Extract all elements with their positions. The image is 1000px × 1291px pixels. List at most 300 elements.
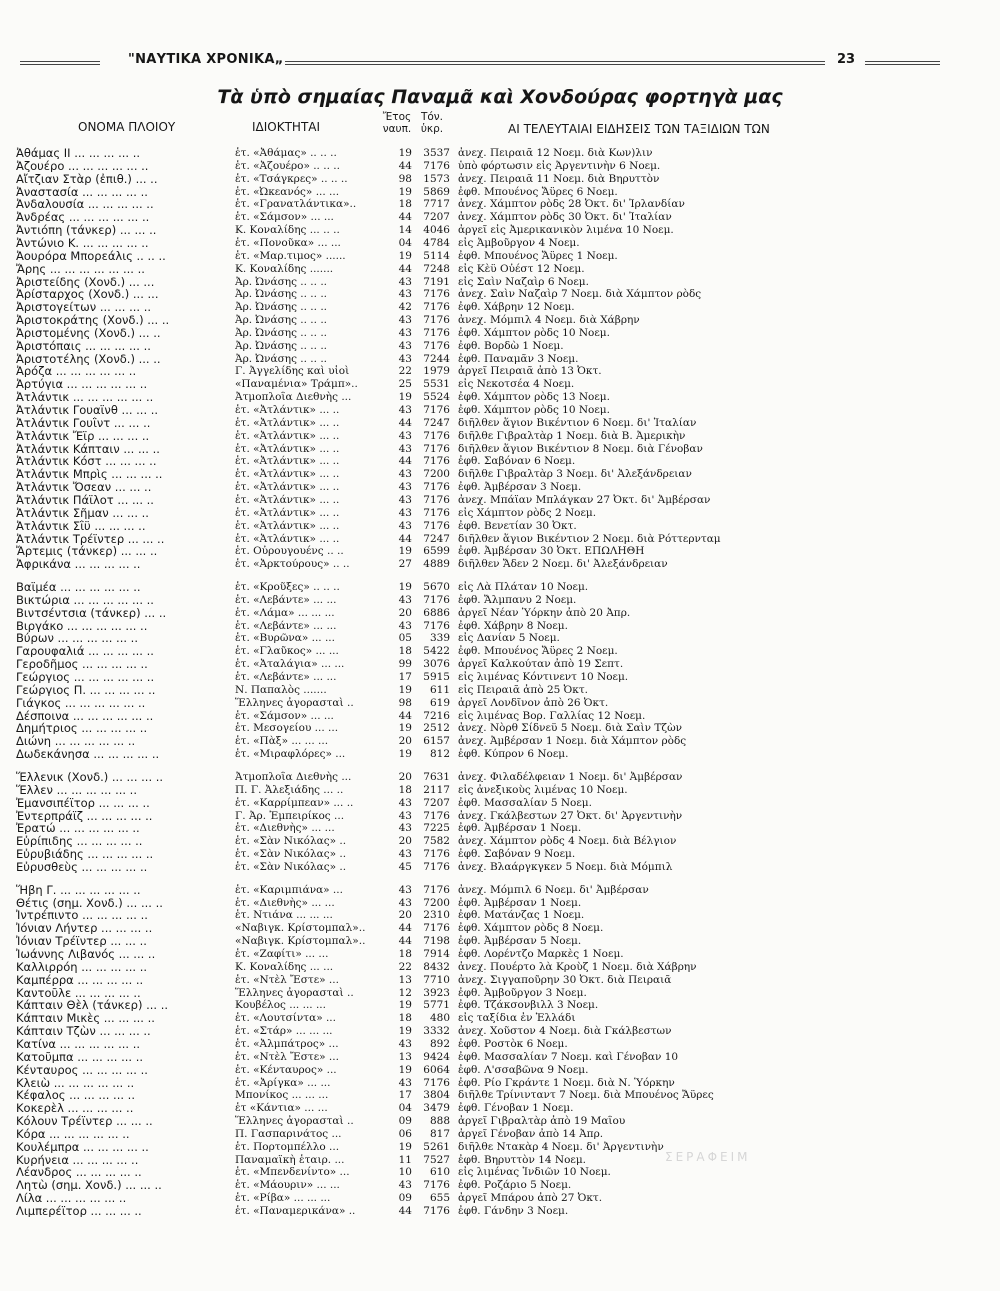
ship-voyage-news: ἐφθ. Μπουένος Ἄϋρες 2 Νοεμ. xyxy=(458,645,618,657)
ship-voyage-news: εἰς λιμένας Κόντινεντ 10 Νοεμ. xyxy=(458,671,629,683)
ship-owner: Π. Γασπαρινάτος ... xyxy=(235,1128,342,1140)
ship-owner: ἑτ «Κάντια» ... ... xyxy=(235,1102,328,1114)
ship-name: Ἀναστασία ... ... ... ... .. xyxy=(16,186,148,198)
ship-name: Ἀτλάντικ Πάϊλοτ ... ... .. xyxy=(16,494,154,506)
ship-owner: ἑτ. «Ἀτλάντικ» ... .. xyxy=(235,404,340,416)
ship-owner: ἑτ. Πορτομπέλλο ... xyxy=(235,1141,340,1153)
ship-owner: ἑτ. «Βυρῶνα» ... ... xyxy=(235,632,335,644)
ship-year-built: 43 xyxy=(398,1077,412,1089)
ship-row xyxy=(0,237,1000,249)
column-header-year-line2: ναυπ. xyxy=(382,123,412,135)
ship-name: Κοκερὲλ ... ... ... ... .. xyxy=(16,1102,134,1114)
ship-year-built: 19 xyxy=(398,722,412,734)
ship-year-built: 22 xyxy=(398,961,412,973)
ship-tonnage: 5524 xyxy=(423,391,450,403)
ship-year-built: 22 xyxy=(398,365,412,377)
ship-voyage-news: διῆλθε Γιβραλτὰρ 1 Νοεμ. διὰ Β. Ἀμερικὴν xyxy=(458,430,686,442)
ship-tonnage: 7247 xyxy=(423,417,450,429)
ship-tonnage: 7200 xyxy=(423,897,450,909)
ship-voyage-news: διῆλθε Τρίνινταντ 7 Νοεμ. διὰ Μπουένος Ἄϋρες xyxy=(458,1089,714,1101)
ship-year-built: 43 xyxy=(398,848,412,860)
ship-row xyxy=(0,430,1000,442)
column-header-owner: ΙΔΙΟΚΤΗΤΑΙ xyxy=(252,120,321,134)
ship-voyage-news: ἀργεῖ Καλκούταν ἀπὸ 19 Σεπτ. xyxy=(458,658,624,670)
ship-year-built: 98 xyxy=(398,173,412,185)
ship-owner: ἑτ. «Ἀτλάντικ» ... .. xyxy=(235,481,340,493)
ship-year-built: 13 xyxy=(398,974,412,986)
ship-row xyxy=(0,632,1000,644)
ship-tonnage: 1573 xyxy=(423,173,450,185)
ship-voyage-news: ἐφθ. Βενετίαν 30 Ὀκτ. xyxy=(458,520,577,532)
ship-name: Βαϊμέα ... ... ... ... ... .. xyxy=(16,581,141,593)
journal-title: "ΝΑΥΤΙΚΑ ΧΡΟΝΙΚΑ„ xyxy=(128,52,284,67)
ship-owner: Μπονίκος ... ... ... xyxy=(235,1089,329,1101)
ship-row xyxy=(0,722,1000,734)
ship-name: Ἰόνιαν Τρέϊντερ ... ... .. xyxy=(16,935,147,947)
ship-name: Ἐμανσιπέϊτορ ... ... ... .. xyxy=(16,797,150,809)
ship-tonnage: 5422 xyxy=(423,645,450,657)
ship-name: Ἀνδαλουσία ... ... ... ... .. xyxy=(16,198,154,210)
ship-voyage-news: ἐφθ. Ἀμβέρσαν 1 Νοεμ. xyxy=(458,822,582,834)
ship-name: Ἰντρέπιντο ... ... ... ... .. xyxy=(16,909,148,921)
ship-owner: Κ. Κοναλίδης ....... xyxy=(235,263,334,275)
ship-tonnage: 7176 xyxy=(423,160,450,172)
ship-tonnage: 7710 xyxy=(423,974,450,986)
ship-year-built: 10 xyxy=(398,1166,412,1178)
ship-name: Καλλιρρόη ... ... ... ... .. xyxy=(16,961,148,973)
ship-owner: ἑτ. «Διεθνὴς» ... ... xyxy=(235,897,335,909)
ship-owner: ἑτ. «Γλαῦκος» ... ... xyxy=(235,645,339,657)
ship-year-built: 19 xyxy=(398,1064,412,1076)
ship-owner: ἑτ. «Ντὲλ Ἔστε» ... xyxy=(235,1051,339,1063)
ship-voyage-news: ἐφθ. Γάνδην 3 Νοεμ. xyxy=(458,1205,569,1217)
ship-voyage-news: ἀργεῖ Γιβραλτὰρ ἀπὸ 19 Μαΐου xyxy=(458,1115,626,1127)
ship-voyage-news: ἐφθ. Λ'σσαβῶνα 9 Νοεμ. xyxy=(458,1064,589,1076)
ship-tonnage: 3923 xyxy=(423,987,450,999)
column-header-news: ΑΙ ΤΕΛΕΥΤΑΙΑΙ ΕΙΔΗΣΕΙΣ ΤΩΝ ΤΑΞΙΔΙΩΝ ΤΩΝ xyxy=(508,122,770,136)
ship-name: Ἀτλάντικ Σΐϋ ... ... ... .. xyxy=(16,520,146,532)
ship-name: Κυρήνεια ... ... ... ... .. xyxy=(16,1154,139,1166)
ship-owner: ἑτ. «Ἀτλάντικ» ... .. xyxy=(235,417,340,429)
ship-row xyxy=(0,797,1000,809)
ship-row xyxy=(0,545,1000,557)
ship-year-built: 43 xyxy=(398,481,412,493)
page-title: Τὰ ὑπὸ σημαίας Παναμᾶ καὶ Χονδούρας φορτηγὰ μας xyxy=(217,86,783,108)
ship-voyage-news: ἀνεχ. Ἀμβέρσαν 1 Νοεμ. διὰ Χάμπτον ρὸδς xyxy=(458,735,687,747)
ship-name: Κάπταιν Μικὲς ... ... ... .. xyxy=(16,1012,155,1024)
ship-row xyxy=(0,861,1000,873)
ship-name: Βικτώρια ... ... ... ... ... .. xyxy=(16,594,154,606)
ship-year-built: 19 xyxy=(398,748,412,760)
ship-tonnage: 619 xyxy=(429,697,450,709)
ship-voyage-news: ἐφθ. Ροστὸκ 6 Νοεμ. xyxy=(458,1038,568,1050)
ship-owner: ἑτ. «Λεβάντε» ... ... xyxy=(235,671,337,683)
ship-row xyxy=(0,884,1000,896)
ship-voyage-news: ἐφθ. Ἀμβέρσαν 5 Νοεμ. xyxy=(458,935,582,947)
ship-tonnage: 5114 xyxy=(423,250,450,262)
ship-voyage-news: ἀνεχ. Χοῦστον 4 Νοεμ. διὰ Γκάλβεστων xyxy=(458,1025,672,1037)
ship-owner: ἑτ. «Ζαφίτι» ... ... xyxy=(235,948,329,960)
ship-year-built: 18 xyxy=(398,948,412,960)
column-header-tons-line1: Τόν. xyxy=(420,111,444,123)
ship-row xyxy=(0,250,1000,262)
column-header-year-line1: Ἔτος xyxy=(382,111,412,123)
ship-owner: Κ. Κοναλίδης ... ... xyxy=(235,961,334,973)
ship-year-built: 43 xyxy=(398,314,412,326)
ship-name: Γιάγκος ... ... ... ... ... .. xyxy=(16,697,146,709)
ship-name: Ἀριστομένης (Χονδ.) ... .. xyxy=(16,327,161,339)
ship-row xyxy=(0,1051,1000,1063)
ship-voyage-news: ἀνεχ. Χάμπτον ρὸδς 30 Ὀκτ. δι' Ἰταλίαν xyxy=(458,211,672,223)
ship-name: Εὐρυσθεὺς ... ... ... ... .. xyxy=(16,861,148,873)
ship-owner: ἑτ. «Καριμπιάνα» ... xyxy=(235,884,343,896)
ship-name: Ἰωάννης Λιβανός ... ... .. xyxy=(16,948,156,960)
ship-owner: «Ναβιγκ. Κρίστομπαλ».. xyxy=(235,922,366,934)
ship-tonnage: 7176 xyxy=(423,884,450,896)
ship-voyage-news: εἰς Δανίαν 5 Νοεμ. xyxy=(458,632,560,644)
ship-tonnage: 7176 xyxy=(423,327,450,339)
ship-row xyxy=(0,1102,1000,1114)
ship-tonnage: 8432 xyxy=(423,961,450,973)
ship-owner: Κουβέλος ... ... ... xyxy=(235,999,326,1011)
ship-name: Λητὼ (σημ. Χονδ.) ... ... .. xyxy=(16,1179,162,1191)
ship-row xyxy=(0,507,1000,519)
ship-row xyxy=(0,276,1000,288)
ship-owner: ἑτ. «Διεθνὴς» ... ... xyxy=(235,822,335,834)
ship-owner: Π. Γ. Ἀλεξιάδης ... .. xyxy=(235,784,344,796)
ship-row xyxy=(0,327,1000,339)
ship-row xyxy=(0,173,1000,185)
ship-row xyxy=(0,671,1000,683)
ship-tonnage: 7631 xyxy=(423,771,450,783)
ship-name: Ἀντώνιο Κ. ... ... ... ... .. xyxy=(16,237,149,249)
ship-owner: Γ. Ἀρ. Ἐμπειρίκος ... xyxy=(235,810,345,822)
ship-year-built: 43 xyxy=(398,1038,412,1050)
ship-name: Κατοῦμπα ... ... ... ... .. xyxy=(16,1051,144,1063)
ship-row xyxy=(0,263,1000,275)
ship-tonnage: 610 xyxy=(429,1166,450,1178)
ship-voyage-news: ἐφθ. Χάμπτον ρὸδς 13 Νοεμ. xyxy=(458,391,610,403)
ship-tonnage: 7176 xyxy=(423,594,450,606)
ship-owner: ἑτ. «Ντὲλ Ἔστε» ... xyxy=(235,974,339,986)
ship-year-built: 19 xyxy=(398,1141,412,1153)
ship-year-built: 20 xyxy=(398,771,412,783)
ship-voyage-news: ἀνεχ. Πειραιᾶ 11 Νοεμ. διὰ Βηρυττὸν xyxy=(458,173,660,185)
ship-tonnage: 611 xyxy=(429,684,450,696)
ship-tonnage: 7176 xyxy=(423,1205,450,1217)
ship-owner: Ἀρ. Ὠνάσης .. .. .. xyxy=(235,301,327,313)
ship-row xyxy=(0,378,1000,390)
ship-owner: ἑτ. «Ἀλμπάτρος» ... xyxy=(235,1038,339,1050)
ship-row xyxy=(0,645,1000,657)
ship-name: Ἀριστοτέλης (Χονδ.) ... .. xyxy=(16,353,161,365)
ship-year-built: 19 xyxy=(398,684,412,696)
ship-year-built: 04 xyxy=(398,237,412,249)
ship-row xyxy=(0,922,1000,934)
ship-tonnage: 480 xyxy=(429,1012,450,1024)
ship-voyage-news: διῆλθε Γιβραλτὰρ 3 Νοεμ. δι' Ἀλεξάνδρειαν xyxy=(458,468,692,480)
ship-tonnage: 2310 xyxy=(423,909,450,921)
ship-row xyxy=(0,211,1000,223)
ship-name: Βύρων ... ... ... ... ... .. xyxy=(16,632,138,644)
ship-owner: ἑτ. «Λεβάντε» ... ... xyxy=(235,594,337,606)
ship-row xyxy=(0,697,1000,709)
ship-year-built: 06 xyxy=(398,1128,412,1140)
ship-voyage-news: εἰς Λὰ Πλάταν 10 Νοεμ. xyxy=(458,581,589,593)
ship-row xyxy=(0,658,1000,670)
ship-name: Κάπταιν Τζὼν ... ... ... .. xyxy=(16,1025,151,1037)
ship-owner: ἑτ. «Μάουριν» ... ... xyxy=(235,1179,340,1191)
ship-owner: Ἀτμοπλοΐα Διεθνὴς ... xyxy=(235,771,352,783)
ship-voyage-news: διῆλθεν ἅγιον Βικέντιον 6 Νοεμ. δι' Ἰταλίαν xyxy=(458,417,697,429)
ship-row xyxy=(0,987,1000,999)
ship-row xyxy=(0,822,1000,834)
ship-row xyxy=(0,1128,1000,1140)
ship-row xyxy=(0,340,1000,352)
ship-name: Κουλέμπρα ... ... ... ... .. xyxy=(16,1141,149,1153)
ship-voyage-news: εἰς ταξίδια ἐν Ἑλλάδι xyxy=(458,1012,576,1024)
ship-owner: Ἕλληνες ἀγορασταὶ .. xyxy=(235,697,354,709)
ship-tonnage: 7176 xyxy=(423,861,450,873)
ship-voyage-news: ἀργεῖ Λονδῖνον ἀπὸ 26 Ὀκτ. xyxy=(458,697,609,709)
ship-owner: Γ. Ἀγγελίδης καὶ υἱοὶ xyxy=(235,365,350,377)
ship-owner: ἑτ. «Πονοῦκα» ... ... xyxy=(235,237,341,249)
ship-owner: ἑτ. «Ἀτλάντικ» ... .. xyxy=(235,455,340,467)
ship-voyage-news: ἐφθ. Γένοβαν 1 Νοεμ. xyxy=(458,1102,574,1114)
ship-voyage-news: ἀνεχ. Χάμπτον ρὸδς 4 Νοεμ. διὰ Βέλγιον xyxy=(458,835,677,847)
ship-row xyxy=(0,935,1000,947)
ship-name: Ἀρίσταρχος (Χονδ.) ... ... xyxy=(16,288,159,300)
ship-tonnage: 7582 xyxy=(423,835,450,847)
ship-year-built: 27 xyxy=(398,558,412,570)
ship-owner: ἑτ. «Ἀταλάγια» ... ... xyxy=(235,658,345,670)
ship-year-built: 09 xyxy=(398,1115,412,1127)
ship-name: Λέανδρος ... ... ... ... .. xyxy=(16,1166,142,1178)
ship-tonnage: 339 xyxy=(429,632,450,644)
ship-voyage-news: ἐφθ. Χάμπτον ρὸδς 8 Νοεμ. xyxy=(458,922,604,934)
ship-row xyxy=(0,948,1000,960)
ship-voyage-news: ἐφθ. Ἀμβέρσαν 30 Ὀκτ. ΕΠΩΛΗΘΗ xyxy=(458,545,645,557)
ship-voyage-news: ἀνεχ. Χάμπτον ρὸδς 28 Ὀκτ. δι' Ἰρλανδίαν xyxy=(458,198,685,210)
ship-year-built: 43 xyxy=(398,443,412,455)
faint-stamp: ΣΕΡΑΦΕΙΜ xyxy=(665,1150,751,1164)
ship-name: Κάπταιν Θὲλ (τάνκερ) ... .. xyxy=(16,999,169,1011)
ship-owner: ἑτ. «Ἀτλάντικ» ... .. xyxy=(235,468,340,480)
ship-name: Ἀουρόρα Μπορεάλις .. .. .. xyxy=(16,250,166,262)
ship-tonnage: 7176 xyxy=(423,301,450,313)
ship-year-built: 43 xyxy=(398,340,412,352)
ship-name: Βιργάκο ... ... ... ... ... .. xyxy=(16,620,148,632)
ship-year-built: 44 xyxy=(398,533,412,545)
ship-owner: ἑτ. «Καρρίμπεαν» ... .. xyxy=(235,797,354,809)
ship-year-built: 43 xyxy=(398,897,412,909)
ship-tonnage: 7176 xyxy=(423,848,450,860)
ship-row xyxy=(0,771,1000,783)
ship-name: Ἥβη Γ. ... ... ... ... ... .. xyxy=(16,884,141,896)
ship-owner: ἑτ. «Γρανατλάντικα».. xyxy=(235,198,357,210)
ship-tonnage: 6157 xyxy=(423,735,450,747)
ship-voyage-news: ἐφθ. Ρίο Γκράντε 1 Νοεμ. διὰ Ν. Ὑόρκην xyxy=(458,1077,675,1089)
ship-row xyxy=(0,1012,1000,1024)
ship-owner: Ἀρ. Ὠνάσης .. .. .. xyxy=(235,327,327,339)
ship-name: Ἀτλάντικ Ὄσεαν ... ... .. xyxy=(16,481,152,493)
ship-row xyxy=(0,224,1000,236)
ship-row xyxy=(0,391,1000,403)
ship-row xyxy=(0,558,1000,570)
ship-tonnage: 3804 xyxy=(423,1089,450,1101)
ship-owner: Ἀρ. Ὠνάσης .. .. .. xyxy=(235,340,327,352)
ship-year-built: 43 xyxy=(398,822,412,834)
ship-voyage-news: ἀνεχ. Σαὶν Ναζαὶρ 7 Νοεμ. διὰ Χάμπτον ρὸδς xyxy=(458,288,702,300)
ship-row xyxy=(0,748,1000,760)
ship-tonnage: 7176 xyxy=(423,314,450,326)
ship-tonnage: 2512 xyxy=(423,722,450,734)
ship-name: Κένταυρος ... ... ... ... .. xyxy=(16,1064,148,1076)
ship-year-built: 18 xyxy=(398,1012,412,1024)
ship-name: Ἀζουέρο ... ... ... ... ... .. xyxy=(16,160,149,172)
ship-row xyxy=(0,186,1000,198)
ship-tonnage: 7176 xyxy=(423,481,450,493)
ship-tonnage: 7225 xyxy=(423,822,450,834)
ship-name: Ἀτλάντικ Ἔϊρ ... ... ... .. xyxy=(16,430,150,442)
ship-voyage-news: ἐφθ. Χάμπτον ρὸδς 10 Νοεμ. xyxy=(458,404,610,416)
ship-owner: Ἀρ. Ὠνάσης .. .. .. xyxy=(235,276,327,288)
ship-tonnage: 7176 xyxy=(423,810,450,822)
ship-owner: ἑτ. Ντιάνα ... ... ... xyxy=(235,909,333,921)
ship-name: Ἀτλάντικ Γουαϊνθ ... ... .. xyxy=(16,404,159,416)
ship-row xyxy=(0,684,1000,696)
ship-tonnage: 6599 xyxy=(423,545,450,557)
ship-voyage-news: εἰς Κὲϋ Οὐέστ 12 Νοεμ. xyxy=(458,263,585,275)
ship-row xyxy=(0,198,1000,210)
ship-tonnage: 4889 xyxy=(423,558,450,570)
ship-voyage-news: ἐφθ. Σαβόναν 6 Νοεμ. xyxy=(458,455,576,467)
ship-voyage-news: ἐφθ. Λορέντζο Μαρκὲς 1 Νοεμ. xyxy=(458,948,624,960)
ship-voyage-news: ἀνεχ. Φιλαδέλφειαν 1 Νοεμ. δι' Ἀμβέρσαν xyxy=(458,771,683,783)
ship-row xyxy=(0,581,1000,593)
ship-year-built: 20 xyxy=(398,607,412,619)
ship-voyage-news: διῆλθεν Ἄδεν 2 Νοεμ. δι' Ἀλεξάνδρειαν xyxy=(458,558,668,570)
ship-year-built: 43 xyxy=(398,353,412,365)
ship-year-built: 43 xyxy=(398,1179,412,1191)
ship-owner: ἑτ. «Σάμσον» ... ... xyxy=(235,710,334,722)
ship-row xyxy=(0,735,1000,747)
ship-name: Ἀτλάντικ Τρέϊντερ ... ... .. xyxy=(16,533,165,545)
ship-tonnage: 6064 xyxy=(423,1064,450,1076)
ship-year-built: 17 xyxy=(398,1089,412,1101)
ship-year-built: 18 xyxy=(398,198,412,210)
ship-row xyxy=(0,147,1000,159)
ship-name: Βιντσέντσια (τάνκερ) ... .. xyxy=(16,607,167,619)
ship-voyage-news: διῆλθεν ἅγιον Βικέντιον 8 Νοεμ. διὰ Γένοβαν xyxy=(458,443,703,455)
ship-voyage-news: ἀνεχ. Μόμπιλ 4 Νοεμ. διὰ Χάβρην xyxy=(458,314,640,326)
ship-year-built: 44 xyxy=(398,211,412,223)
ship-name: Ἀριστόπαις ... ... ... ... .. xyxy=(16,340,151,352)
ship-row xyxy=(0,301,1000,313)
ship-owner: ἑτ. «Λεβάντε» ... ... xyxy=(235,620,337,632)
ship-year-built: 43 xyxy=(398,810,412,822)
ship-voyage-news: διῆλθεν ἅγιον Βικέντιον 2 Νοεμ. διὰ Ρόττερνταμ xyxy=(458,533,721,545)
ship-row xyxy=(0,455,1000,467)
ship-tonnage: 6886 xyxy=(423,607,450,619)
ship-name: Καντοῦλε ... ... ... ... .. xyxy=(16,987,141,999)
ship-row xyxy=(0,520,1000,532)
ship-name: Ἕλλενικ (Χονδ.) ... ... ... .. xyxy=(16,771,164,783)
ship-owner: «Παναμένια» Τράμπ».. xyxy=(235,378,358,390)
ship-voyage-news: εἰς ἀνεξικοὺς λιμένας 10 Νοεμ. xyxy=(458,784,628,796)
column-header-name: ΟΝΟΜΑ ΠΛΟΙΟΥ xyxy=(78,120,176,134)
ship-voyage-news: ἀνεχ. Πειραιᾶ 12 Νοεμ. διὰ Κων)λιν xyxy=(458,147,653,159)
ship-name: Ἀριστείδης (Χονδ.) ... ... xyxy=(16,276,155,288)
ship-row xyxy=(0,848,1000,860)
ship-name: Ἐρατώ ... ... ... ... ... .. xyxy=(16,822,140,834)
ship-row xyxy=(0,533,1000,545)
ship-year-built: 04 xyxy=(398,1102,412,1114)
ship-owner: ἑτ. «Ἀτλάντικ» ... .. xyxy=(235,507,340,519)
ship-name: Ἀτλάντικ Μπρὶς ... ... ... .. xyxy=(16,468,163,480)
ship-name: Καμπέρρα ... ... ... ... .. xyxy=(16,974,144,986)
ship-year-built: 25 xyxy=(398,378,412,390)
ship-year-built: 43 xyxy=(398,797,412,809)
ship-tonnage: 5531 xyxy=(423,378,450,390)
ship-year-built: 42 xyxy=(398,301,412,313)
ship-name: Εὐρυβιάδης ... ... ... ... .. xyxy=(16,848,154,860)
ship-owner: ἑτ. «Στάρ» ... ... ... xyxy=(235,1025,333,1037)
ship-year-built: 17 xyxy=(398,671,412,683)
ship-tonnage: 7176 xyxy=(423,455,450,467)
ship-name: Λιμπερέϊτορ ... ... ... .. xyxy=(16,1205,142,1217)
ship-voyage-news: ἀργεῖ Πειραιᾶ ἀπὸ 13 Ὀκτ. xyxy=(458,365,602,377)
ship-row xyxy=(0,999,1000,1011)
ship-voyage-news: ἀργεῖ Νέαν Ὑόρκην ἀπὸ 20 Ἀπρ. xyxy=(458,607,631,619)
ship-row xyxy=(0,494,1000,506)
ship-name: Γεώργιος ... ... ... ... ... .. xyxy=(16,671,155,683)
ship-voyage-news: ἐφθ. Παναμᾶν 3 Νοεμ. xyxy=(458,353,579,365)
ship-year-built: 43 xyxy=(398,594,412,606)
ship-owner: ἑτ. «Λάμα» ... ... ... xyxy=(235,607,335,619)
ship-year-built: 44 xyxy=(398,263,412,275)
ship-owner: ἑτ. «Σὰν Νικόλας» .. xyxy=(235,861,347,873)
ship-tonnage: 9424 xyxy=(423,1051,450,1063)
ship-year-built: 44 xyxy=(398,1205,412,1217)
ship-name: Κλειὼ ... ... ... ... ... .. xyxy=(16,1077,135,1089)
ship-voyage-news: ἀνεχ. Μπάϊαν Μπλάγκαν 27 Ὀκτ. δι' Ἀμβέρσαν xyxy=(458,494,711,506)
ship-year-built: 44 xyxy=(398,710,412,722)
ship-row xyxy=(0,365,1000,377)
ship-name: Λίλα ... ... ... ... ... .. xyxy=(16,1192,127,1204)
ship-owner: ἑτ. «Παναμερικάνα» .. xyxy=(235,1205,356,1217)
ship-voyage-news: ἐφθ. Σαβόναν 9 Νοεμ. xyxy=(458,848,576,860)
ship-tonnage: 812 xyxy=(429,748,450,760)
ship-name: Ἐντερπράϊζ ... ... ... ... .. xyxy=(16,810,153,822)
ship-name: Διώνη ... ... ... ... ... .. xyxy=(16,735,136,747)
ship-tonnage: 817 xyxy=(429,1128,450,1140)
ship-year-built: 43 xyxy=(398,520,412,532)
ship-name: Θέτις (σημ. Χονδ.) ... ... .. xyxy=(16,897,163,909)
ship-owner: ἑτ. «Μπενδενίντο» ... xyxy=(235,1166,350,1178)
ship-name: Ἀτλάντικ Κόστ ... ... ... .. xyxy=(16,455,157,467)
ship-year-built: 44 xyxy=(398,160,412,172)
ship-voyage-news: ἐφθ. Μπουένος Ἄϋρες 6 Νοεμ. xyxy=(458,186,618,198)
ship-owner: Ἀρ. Ὠνάσης .. .. .. xyxy=(235,314,327,326)
ship-owner: ἑτ. «Ἀτλάντικ» ... .. xyxy=(235,520,340,532)
ship-owner: Ἕλληνες ἀγορασταὶ .. xyxy=(235,1115,354,1127)
ship-name: Γεώργιος Π. ... ... ... ... .. xyxy=(16,684,156,696)
ship-tonnage: 892 xyxy=(429,1038,450,1050)
ship-voyage-news: ἐφθ. Βηρυττὸν 14 Νοεμ. xyxy=(458,1154,587,1166)
ship-row xyxy=(0,607,1000,619)
column-header-tons xyxy=(415,111,449,135)
